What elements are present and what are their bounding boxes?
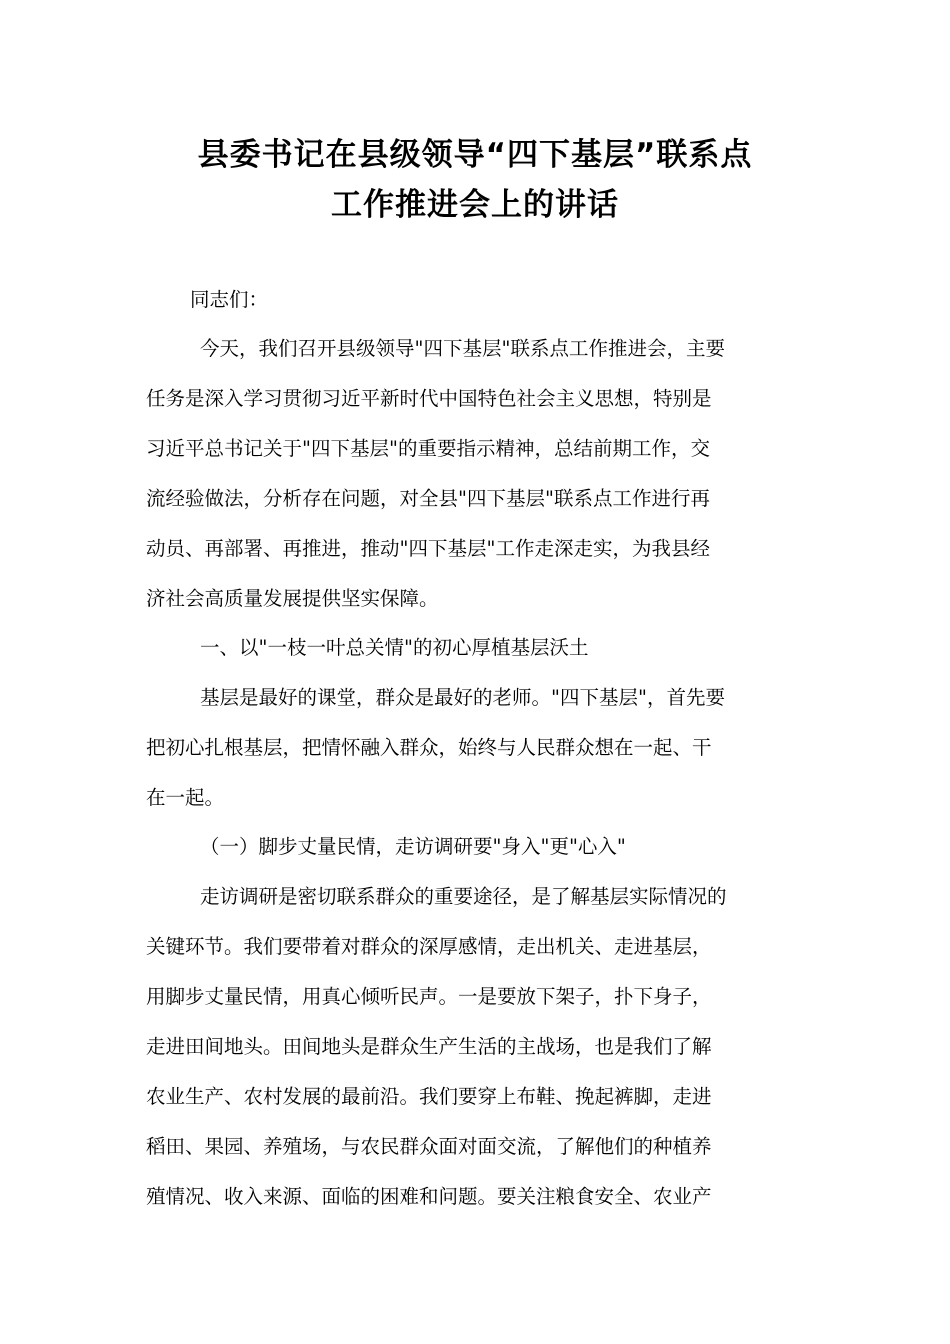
paragraph-line: 今天，我们召开县级领导"四下基层"联系点工作推进会，主要 — [200, 337, 725, 360]
paragraph-line: 动员、再部署、再推进，推动"四下基层"工作走深走实，为我县经 — [146, 537, 710, 560]
paragraph-line: 把初心扎根基层，把情怀融入群众，始终与人民群众想在一起、干 — [146, 736, 712, 759]
paragraph-line: 流经验做法，分析存在问题，对全县"四下基层"联系点工作进行再 — [146, 487, 710, 510]
paragraph-line: 殖情况、收入来源、面临的困难和问题。要关注粮食安全、农业产 — [146, 1185, 712, 1208]
document-title-line-2: 工作推进会上的讲话 — [331, 187, 619, 223]
paragraph-line: 习近平总书记关于"四下基层"的重要指示精神，总结前期工作，交 — [146, 437, 710, 460]
paragraph-line: 在一起。 — [146, 786, 225, 809]
paragraph-line: 走访调研是密切联系群众的重要途径，是了解基层实际情况的 — [200, 885, 727, 908]
salutation: 同志们： — [190, 288, 269, 311]
paragraph-line: 任务是深入学习贯彻习近平新时代中国特色社会主义思想，特别是 — [146, 387, 712, 410]
paragraph-line: 基层是最好的课堂，群众是最好的老师。"四下基层"，首先要 — [200, 686, 725, 709]
paragraph-line: 农业生产、农村发展的最前沿。我们要穿上布鞋、挽起裤脚，走进 — [146, 1085, 712, 1108]
paragraph-line: 走进田间地头。田间地头是群众生产生活的主战场，也是我们了解 — [146, 1035, 712, 1058]
document-title-line-1: 县委书记在县级领导“四下基层”联系点 — [197, 137, 753, 173]
paragraph-line: 关键环节。我们要带着对群众的深厚感情，走出机关、走进基层， — [146, 935, 712, 958]
subsection-heading-1: （一）脚步丈量民情，走访调研要"身入"更"心入" — [200, 835, 626, 858]
paragraph-line: 用脚步丈量民情，用真心倾听民声。一是要放下架子，扑下身子， — [146, 985, 712, 1008]
paragraph-line: 济社会高质量发展提供坚实保障。 — [146, 587, 439, 610]
paragraph-line: 稻田、果园、养殖场，与农民群众面对面交流，了解他们的种植养 — [146, 1135, 712, 1158]
section-heading-1: 一、以"一枝一叶总关情"的初心厚植基层沃土 — [200, 636, 589, 659]
